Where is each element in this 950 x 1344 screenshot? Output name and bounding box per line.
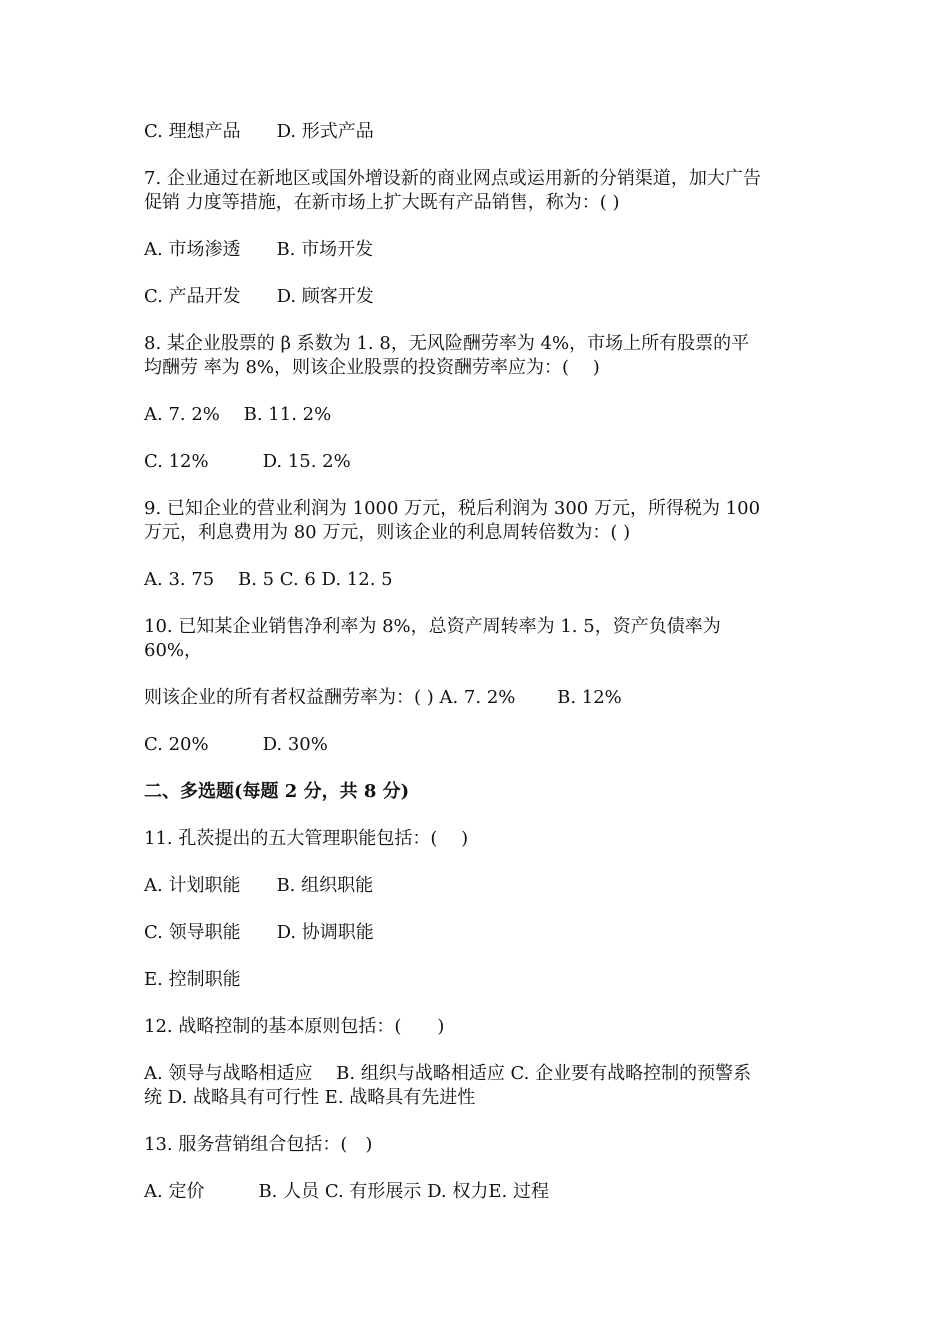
question-text: 则该企业的所有者权益酬劳率为：( ) A. 7. 2% B. 12% [144, 687, 622, 708]
question-13 [144, 1133, 810, 1157]
question-text: 8. 某企业股票的 β 系数为 1. 8，无风险酬劳率为 4%，市场上所有股票的平 [144, 333, 750, 354]
q8-options-cd [144, 450, 810, 474]
section-heading: 二、多选题(每题 2 分，共 8 分) [144, 781, 410, 802]
question-11 [144, 827, 810, 851]
question-10-continued [144, 686, 810, 710]
question-text: 10. 已知某企业销售净利率为 8%，总资产周转率为 1. 5，资产负债率为 [144, 616, 721, 637]
option-line: A. 定价 B. 人员 C. 有形展示 D. 权力E. 过程 [144, 1181, 549, 1202]
question-text: 7. 企业通过在新地区或国外增设新的商业网点或运用新的分销渠道，加大广告 [144, 168, 761, 189]
option-line: C. 领导职能 D. 协调职能 [144, 922, 374, 943]
section-heading-multiple-choice [144, 780, 810, 804]
option-line: A. 市场渗透 B. 市场开发 [144, 239, 374, 260]
question-text: 万元，利息费用为 80 万元，则该企业的利息周转倍数为：( ) [144, 522, 631, 543]
option-line: A. 计划职能 B. 组织职能 [144, 875, 374, 896]
document-content [144, 120, 810, 1227]
option-line: A. 领导与战略相适应 B. 组织与战略相适应 C. 企业要有战略控制的预警系 [144, 1063, 752, 1084]
q6-options-cd [144, 120, 810, 144]
option-line: C. 产品开发 D. 顾客开发 [144, 286, 374, 307]
question-text: 13. 服务营销组合包括：( ) [144, 1134, 373, 1155]
option-line: A. 7. 2% B. 11. 2% [144, 404, 332, 425]
q8-options-ab [144, 403, 810, 427]
option-line: C. 理想产品 D. 形式产品 [144, 121, 374, 142]
question-text: 60%， [144, 640, 203, 661]
option-line: C. 20% D. 30% [144, 734, 328, 755]
question-text: 11. 孔茨提出的五大管理职能包括：( ) [144, 828, 469, 849]
q11-option-e [144, 968, 810, 992]
question-text: 9. 已知企业的营业利润为 1000 万元，税后利润为 300 万元，所得税为 100 [144, 498, 761, 519]
q13-options [144, 1180, 810, 1204]
q11-options-cd [144, 921, 810, 945]
question-8 [144, 332, 810, 380]
q10-options-cd [144, 733, 810, 757]
question-text: 12. 战略控制的基本原则包括：( ) [144, 1016, 445, 1037]
q9-options [144, 568, 810, 592]
question-9 [144, 497, 810, 545]
q11-options-ab [144, 874, 810, 898]
question-text: 促销 力度等措施，在新市场上扩大既有产品销售，称为：( ) [144, 192, 620, 213]
q12-options [144, 1062, 810, 1110]
option-line: 统 D. 战略具有可行性 E. 战略具有先进性 [144, 1087, 476, 1108]
q7-options-ab [144, 238, 810, 262]
question-text: 均酬劳 率为 8%，则该企业股票的投资酬劳率应为：( ) [144, 357, 600, 378]
question-12 [144, 1015, 810, 1039]
option-line: E. 控制职能 [144, 969, 241, 990]
option-line: A. 3. 75 B. 5 C. 6 D. 12. 5 [144, 569, 393, 590]
q7-options-cd [144, 285, 810, 309]
question-10 [144, 615, 810, 663]
question-7 [144, 167, 810, 215]
option-line: C. 12% D. 15. 2% [144, 451, 351, 472]
